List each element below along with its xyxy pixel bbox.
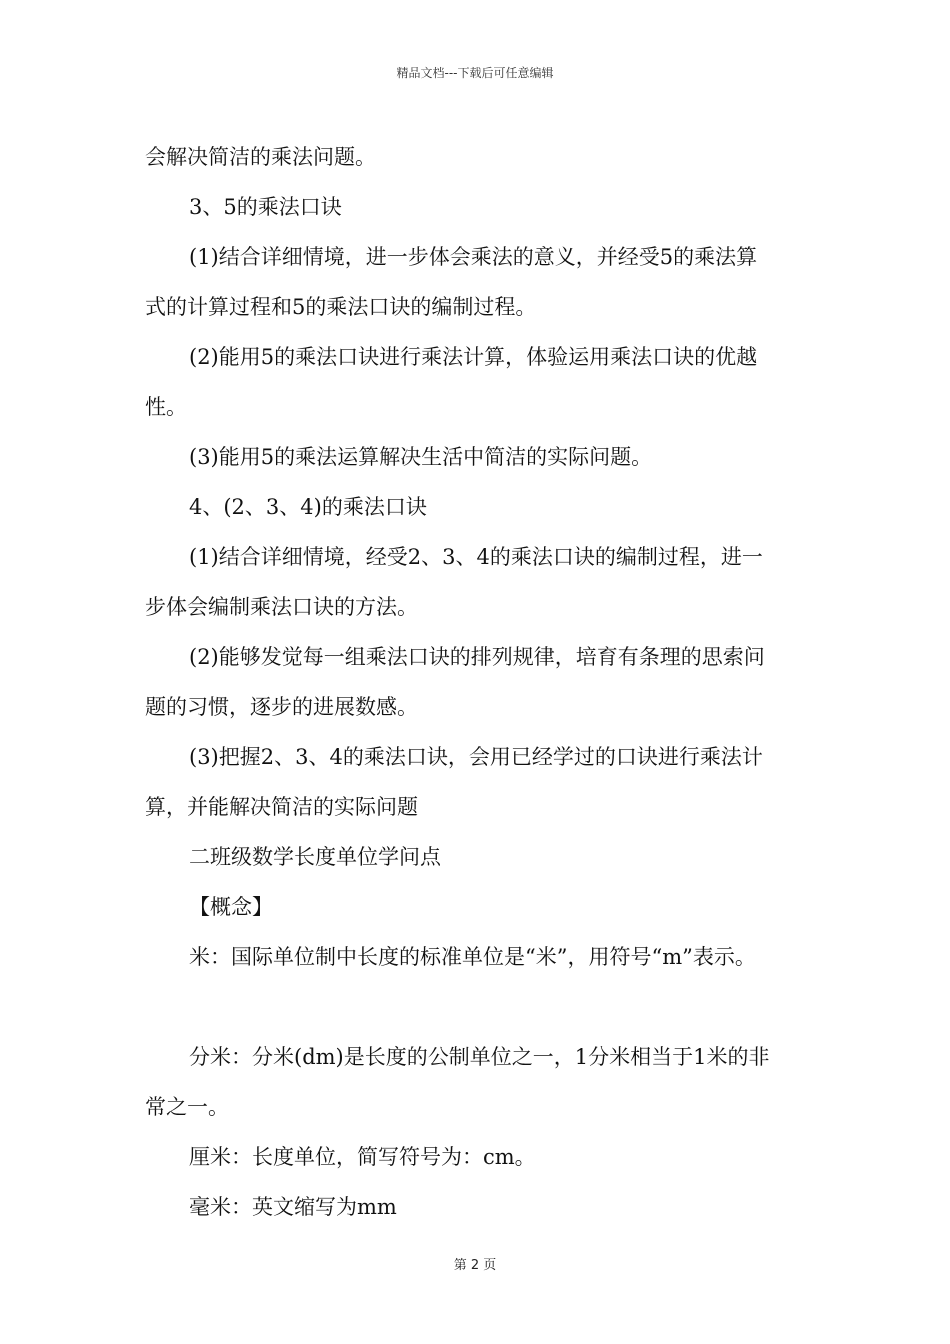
text-line: 步体会编制乘法口诀的方法。 (145, 595, 418, 619)
text-line: (2)能用5的乘法口诀进行乘法计算，体验运用乘法口诀的优越 (189, 345, 758, 369)
text-line: 会解决简洁的乘法问题。 (145, 145, 376, 169)
page-header: 精品文档---下载后可任意编辑 (396, 66, 554, 80)
section-heading: 二班级数学长度单位学问点 (189, 845, 441, 869)
text-line: (3)把握2、3、4的乘法口诀，会用已经学过的口诀进行乘法计 (189, 745, 763, 769)
page-number: 第 2 页 (453, 1258, 497, 1273)
text-line: 算，并能解决简洁的实际问题 (145, 795, 418, 819)
text-line: (2)能够发觉每一组乘法口诀的排列规律，培育有条理的思索问 (189, 645, 765, 669)
section-heading: 4、(2、3、4)的乘法口诀 (189, 495, 427, 519)
text-line: 米：国际单位制中长度的标准单位是“米”，用符号“m”表示。 (189, 945, 756, 969)
text-line: 题的习惯，逐步的进展数感。 (145, 695, 418, 719)
text-line: 分米：分米(dm)是长度的公制单位之一，1分米相当于1米的非 (189, 1045, 770, 1069)
text-line: (3)能用5的乘法运算解决生活中简洁的实际问题。 (189, 445, 653, 469)
text-line: (1)结合详细情境，经受2、3、4的乘法口诀的编制过程，进一 (189, 545, 763, 569)
text-line: 式的计算过程和5的乘法口诀的编制过程。 (145, 295, 537, 319)
text-line: 性。 (145, 395, 187, 419)
text-line: (1)结合详细情境，进一步体会乘法的意义，并经受5的乘法算 (189, 245, 758, 269)
concept-heading: 【概念】 (189, 895, 273, 919)
text-line: 毫米：英文缩写为mm (189, 1195, 397, 1219)
text-line: 常之一。 (145, 1095, 229, 1119)
section-heading: 3、5的乘法口诀 (189, 195, 342, 219)
document-body (145, 132, 825, 1232)
text-line: 厘米：长度单位，简写符号为：cm。 (189, 1145, 536, 1169)
blank-line (145, 982, 825, 1032)
